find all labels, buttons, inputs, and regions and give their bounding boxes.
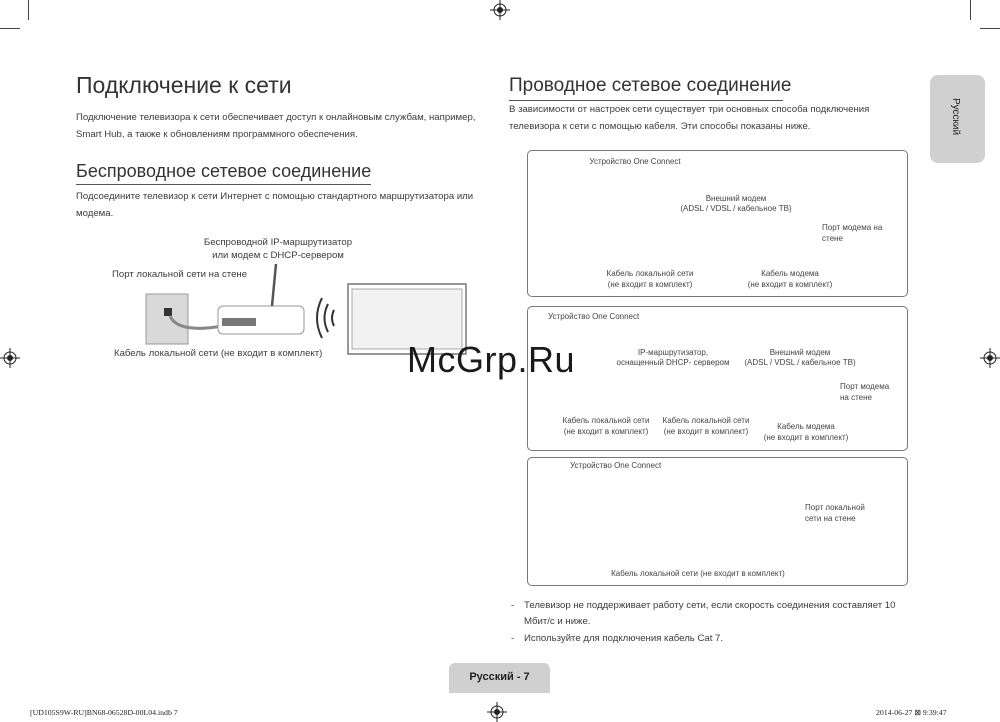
page-title: Подключение к сети xyxy=(76,72,292,98)
lan-port-label-line1: Порт локальной xyxy=(805,503,865,512)
note-dash: - xyxy=(511,633,515,644)
lan-cable-label-line1: Кабель локальной сети xyxy=(562,416,650,425)
lan-cable-label: Кабель локальной сети (не входит в комплект) xyxy=(611,569,785,578)
one-connect-label: Устройство One Connect xyxy=(589,157,681,166)
wall-port-label: Порт локальной сети на стене xyxy=(112,269,248,280)
registration-mark-left xyxy=(0,348,20,368)
modem-cable-label-line1: Кабель модема xyxy=(777,422,835,431)
section-title-underline xyxy=(509,98,783,101)
modem-port-label-line2: на стене xyxy=(840,393,872,402)
ip-router-label-line1: IP-маршрутизатор, xyxy=(637,348,709,357)
lan-port-label-line2: сети на стене xyxy=(805,514,856,523)
modem-port-label-line2: стене xyxy=(822,234,843,243)
modem-label-line2: (ADSL / VDSL / кабельное ТВ) xyxy=(680,204,792,213)
lan-cable-label-line2: (не входит в комплект) xyxy=(607,280,693,289)
one-connect-label: Устройство One Connect xyxy=(548,312,640,321)
lan-cable-label-line1: Кабель локальной сети xyxy=(606,269,694,278)
modem-cable-label-line2: (не входит в комплект) xyxy=(763,433,849,442)
wired-intro-paragraph: В зависимости от настроек сети существует три основных способа подключения телевизора к сети с помощью кабеля. Эти способы показаны ниже. xyxy=(509,104,870,132)
page-number: Русский - 7 xyxy=(469,671,530,683)
file-info: [UD105S9W-RU]BN68-06528D-00L04.indb 7 xyxy=(30,708,178,717)
wireless-paragraph: Подсоедините телевизор к сети Интернет с помощью стандартного маршрутизатора или модема. xyxy=(76,191,474,219)
modem-cable-label-line1: Кабель модема xyxy=(761,269,819,278)
note-speed: Телевизор не поддерживает работу сети, если скорость соединения составляет 10 Мбит/с и ниже. xyxy=(524,600,896,627)
ip-router-label-line2: оснащенный DHCP- сервером xyxy=(616,358,730,367)
print-timestamp: 2014-06-27 ⊠ 9:39:47 xyxy=(876,708,947,717)
modem-label-line2: (ADSL / VDSL / кабельное ТВ) xyxy=(744,358,856,367)
language-side-tab-label: Русский xyxy=(950,98,961,136)
lan-cable-label: Кабель локальной сети (не входит в комплект) xyxy=(114,348,323,359)
one-connect-label: Устройство One Connect xyxy=(570,461,662,470)
wifi-waves-icon xyxy=(317,298,334,338)
section-title: Проводное сетевое соединение xyxy=(509,75,792,96)
lan-cable-label-line2: (не входит в комплект) xyxy=(563,427,649,436)
router-label-line2: или модем с DHCP-сервером xyxy=(212,250,344,261)
modem-cable-label-line2: (не входит в комплект) xyxy=(747,280,833,289)
wall-plate-icon xyxy=(146,294,188,344)
watermark: McGrp.Ru xyxy=(407,339,576,380)
registration-mark-right xyxy=(980,348,1000,368)
modem-port-label-line1: Порт модема xyxy=(840,382,890,391)
note-dash: - xyxy=(511,600,515,611)
registration-mark-top xyxy=(490,0,510,20)
modem-label-line1: Внешний модем xyxy=(769,348,831,357)
wireless-section-heading: Беспроводное сетевое соединение xyxy=(76,161,371,185)
registration-mark-bottom xyxy=(487,702,507,722)
lan-cable-label-line2: (не входит в комплект) xyxy=(663,427,749,436)
note-cable: Используйте для подключения кабель Cat 7. xyxy=(524,633,724,644)
modem-label-line1: Внешний модем xyxy=(705,194,767,203)
modem-port-label-line1: Порт модема на xyxy=(822,223,883,232)
lan-cable-label-line1: Кабель локальной сети xyxy=(662,416,750,425)
intro-paragraph: Подключение телевизора к сети обеспечивает доступ к онлайновым службам, например, Smart Hub, а также к обновлениям программного обеспечения. xyxy=(76,112,476,140)
router-label-line1: Беспроводной IP-маршрутизатор xyxy=(203,237,353,248)
